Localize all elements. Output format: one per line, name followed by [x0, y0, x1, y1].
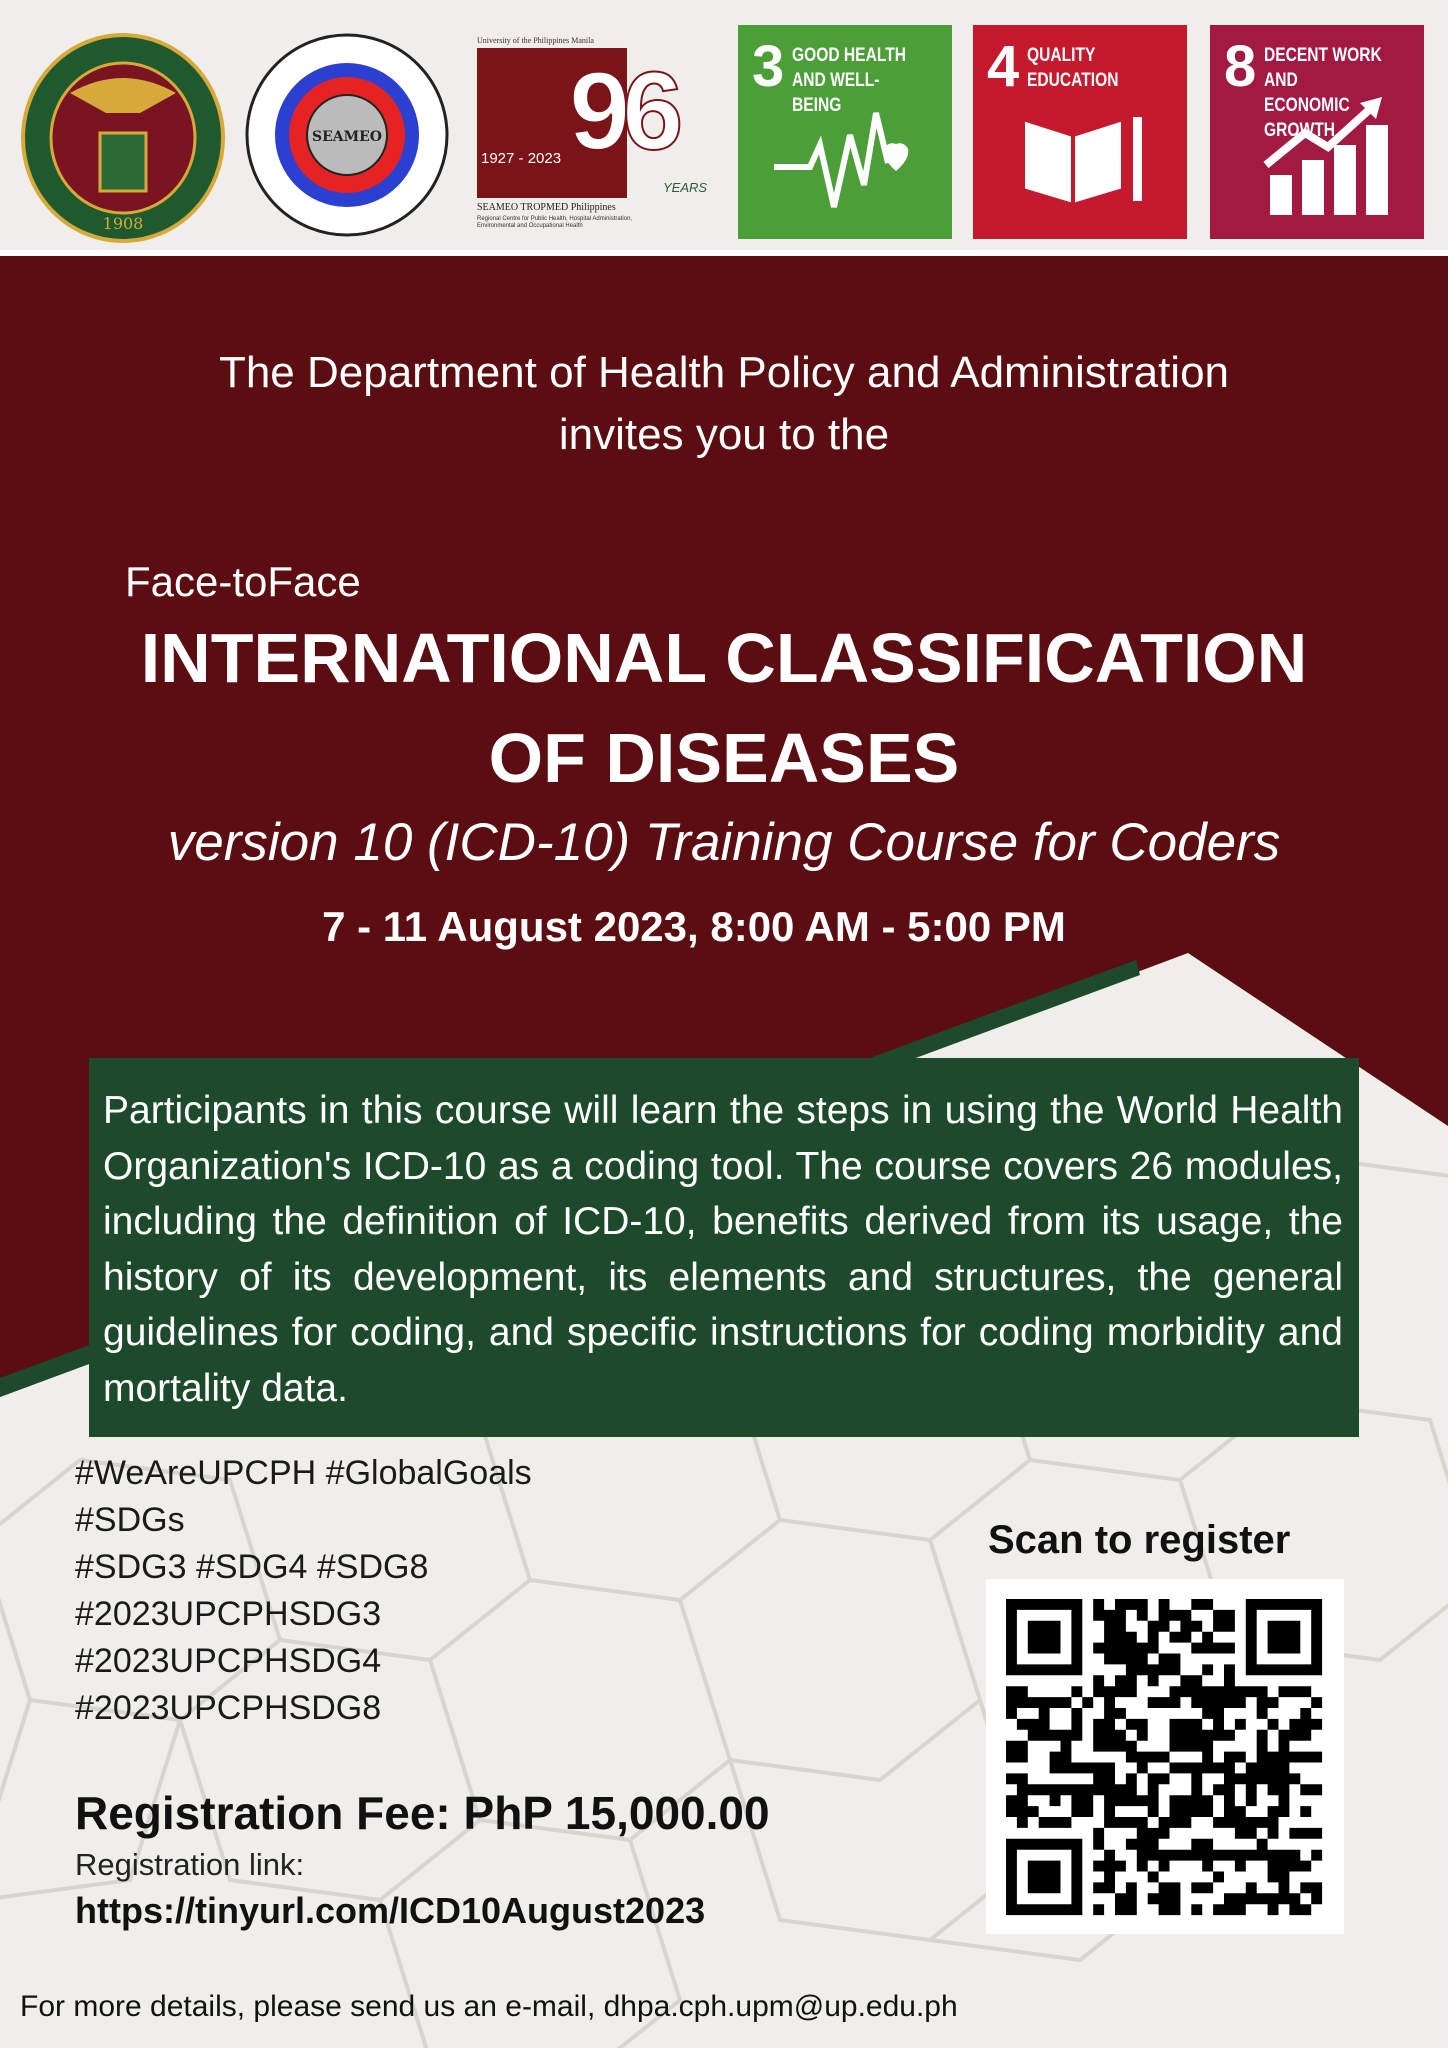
registration-link-label: Registration link: [75, 1847, 305, 1882]
event-title-line-2: OF DISEASES [488, 719, 960, 797]
event-title-line-1: INTERNATIONAL CLASSIFICATION [140, 619, 1308, 697]
svg-text:1908: 1908 [102, 214, 144, 233]
hashtag-line: #2023UPCPHSDG3 [75, 1595, 382, 1633]
sdg3-tile [738, 25, 952, 239]
sdg-label: GOOD HEALTH AND WELL-BEING [792, 45, 906, 116]
sdg-label: QUALITY EDUCATION [1027, 45, 1119, 91]
anniv-top-text: University of the Philippines Manila [477, 36, 594, 45]
hashtag-line: #2023UPCPHSDG4 [75, 1642, 382, 1680]
intro-line-1: The Department of Health Policy and Administration [218, 348, 1230, 397]
scan-to-register-label: Scan to register [988, 1518, 1291, 1562]
anniv-bottom-sub: Regional Centre for Public Health, Hospital Administration, Environmental and Occupational Health [477, 216, 633, 229]
sdg4-tile [973, 25, 1187, 239]
registration-qr-code[interactable] [986, 1579, 1344, 1934]
qr-code-icon [986, 1579, 1344, 1934]
growth-chart-icon [1210, 25, 1424, 239]
up-seal-logo [20, 33, 226, 243]
sdg-number: 3 [752, 34, 785, 99]
event-subtitle: version 10 (ICD-10) Training Course for Coders [167, 813, 1281, 872]
heartbeat-icon [738, 25, 952, 239]
anniv-years: 1927 - 2023 [481, 150, 562, 167]
sdg8-tile [1210, 25, 1424, 239]
tropmed-logo [245, 33, 449, 238]
registration-fee: Registration Fee: PhP 15,000.00 [75, 1787, 770, 1839]
anniv-bottom: SEAMEO TROPMED Philippines [477, 202, 616, 213]
intro-line-2: invites you to the [558, 410, 890, 459]
hashtag-line: #SDG3 #SDG4 #SDG8 [75, 1548, 429, 1586]
svg-text:SEAMEO: SEAMEO [311, 129, 383, 145]
hashtag-line: #2023UPCPHSDG8 [75, 1689, 382, 1727]
book-pencil-icon [973, 25, 1187, 239]
qr-modules [1006, 1599, 1322, 1915]
divider [0, 250, 1448, 256]
hashtag-line: #SDGs [75, 1501, 185, 1539]
footer-contact: For more details, please send us an e-mail, dhpa.cph.upm@up.edu.ph [20, 1990, 958, 2023]
course-description: Participants in this course will learn the steps in using the World Health Organization's ICD-10 as a coding tool. The course covers 26 modules, including the definition of ICD-10, benefits derived from its usage, the history of its development, its elements and structures, the general guidelines for coding, and specific instructions for coding morbidity and mortality data. [89, 1058, 1359, 1437]
anniv-years-label: YEARS [663, 180, 708, 195]
anniv-number: 96 [569, 50, 676, 173]
sdg-number: 8 [1224, 34, 1257, 99]
96-years-logo [477, 36, 713, 236]
sdg-label: DECENT WORK AND ECONOMIC GROWTH [1264, 45, 1382, 141]
hashtag-line: #WeAreUPCPH #GlobalGoals [75, 1454, 532, 1492]
sdg-number: 4 [987, 34, 1020, 99]
event-mode: Face-toFace [125, 558, 361, 605]
registration-link[interactable]: https://tinyurl.com/ICD10August2023 [75, 1890, 706, 1931]
event-date: 7 - 11 August 2023, 8:00 AM - 5:00 PM [322, 903, 1066, 950]
